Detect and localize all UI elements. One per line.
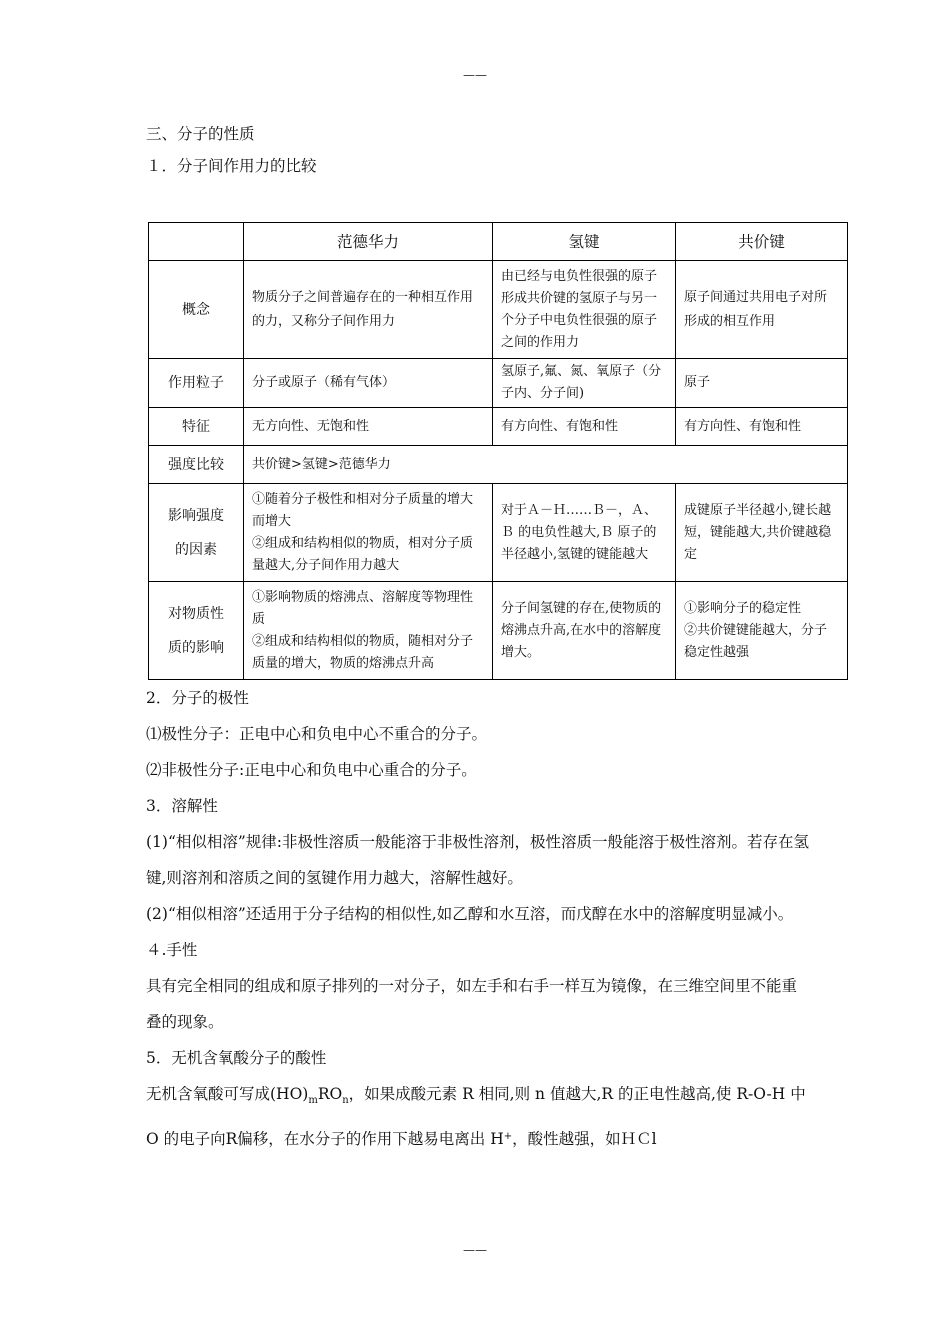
row-label bbox=[149, 582, 244, 680]
acidity-text: ，如果成酸元素 R 相同,则 n 值越大,R 的正电性越高,使 R-O-H 中 O 的电子向R偏移，在水分子的作用下越易电离出 H bbox=[146, 1085, 806, 1148]
subscript-m: m bbox=[308, 1095, 318, 1106]
page-mark-bottom: —— bbox=[463, 1243, 487, 1257]
page-mark-top: —— bbox=[463, 68, 487, 82]
table-cell: 原子 bbox=[676, 359, 848, 408]
row-label-line: 质的影响 bbox=[168, 639, 224, 656]
row-label: 概念 bbox=[149, 261, 244, 359]
table-cell: 分子或原子（稀有气体） bbox=[244, 359, 493, 408]
table-header-cell: 共价键 bbox=[676, 223, 848, 261]
subscript-n: n bbox=[342, 1095, 349, 1106]
table-row bbox=[149, 582, 848, 680]
polarity-item: ⑵非极性分子:正电中心和负电中心重合的分子。 bbox=[146, 761, 477, 779]
table-cell: ①影响物质的熔沸点、溶解度等物理性质 ②组成和结构相似的物质，随相对分子质量的增大，物质的熔沸点升高 bbox=[244, 582, 493, 680]
table-row bbox=[149, 261, 848, 359]
polarity-title: 2．分子的极性 bbox=[146, 689, 249, 707]
document-body bbox=[146, 118, 832, 1157]
solubility-title: 3．溶解性 bbox=[146, 797, 218, 815]
superscript-plus: + bbox=[503, 1131, 513, 1142]
table-cell: 物质分子之间普遍存在的一种相互作用的力，又称分子间作用力 bbox=[244, 261, 493, 359]
table-row bbox=[149, 446, 848, 484]
table-cell: 原子间通过共用电子对所形成的相互作用 bbox=[676, 261, 848, 359]
table-cell: 有方向性、有饱和性 bbox=[493, 408, 676, 446]
row-label-line: 对物质性 bbox=[168, 605, 224, 622]
table-row bbox=[149, 408, 848, 446]
table-cell: ①影响分子的稳定性 ②共价键键能越大，分子稳定性越强 bbox=[676, 582, 848, 680]
table-cell: 成键原子半径越小,键长越短，键能越大,共价键越稳定 bbox=[676, 484, 848, 582]
table-row bbox=[149, 359, 848, 408]
acidity-title: 5．无机含氧酸分子的酸性 bbox=[146, 1049, 327, 1067]
acidity-text: 无机含氧酸可写成(HO) bbox=[146, 1085, 309, 1103]
row-label: 强度比较 bbox=[149, 446, 244, 484]
solubility-paragraph: (2)“相似相溶”还适用于分子结构的相似性,如乙醇和水互溶，而戊醇在水中的溶解度明显减小。 bbox=[146, 905, 794, 923]
table-row bbox=[149, 484, 848, 582]
table-cell: 由已经与电负性很强的原子形成共价键的氢原子与另一个分子中电负性很强的原子之间的作用力 bbox=[493, 261, 676, 359]
acidity-text: ，酸性越强，如ＨＣl bbox=[512, 1130, 657, 1148]
row-label-line: 的因素 bbox=[175, 541, 217, 558]
solubility-paragraph: (1)“相似相溶”规律:非极性溶质一般能溶于非极性溶剂，极性溶质一般能溶于极性溶剂。若存在氢键,则溶剂和溶质之间的氢键作用力越大，溶解性越好。 bbox=[146, 833, 810, 887]
table-cell-merged: 共价键>氢键>范德华力 bbox=[244, 446, 848, 484]
acidity-text: RO bbox=[317, 1085, 343, 1103]
table-header-cell bbox=[149, 223, 244, 261]
table-header-cell: 氢键 bbox=[493, 223, 676, 261]
comparison-table bbox=[148, 222, 848, 680]
table-cell: 无方向性、无饱和性 bbox=[244, 408, 493, 446]
subsection-title-1: １．分子间作用力的比较 bbox=[146, 157, 317, 175]
table-cell: ①随着分子极性和相对分子质量的增大而增大 ②组成和结构相似的物质，相对分子质量越大,分子间作用力越大 bbox=[244, 484, 493, 582]
acidity-paragraph bbox=[146, 1076, 811, 1157]
polarity-item: ⑴极性分子：正电中心和负电中心不重合的分子。 bbox=[146, 725, 488, 743]
table-header-cell: 范德华力 bbox=[244, 223, 493, 261]
table-cell: 有方向性、有饱和性 bbox=[676, 408, 848, 446]
section-title: 三、分子的性质 bbox=[146, 125, 255, 143]
table-header-row bbox=[149, 223, 848, 261]
table-cell: 对于Ａ－Ｈ……Ｂ－，Ａ、Ｂ 的电负性越大,Ｂ 原子的半径越小,氢键的键能越大 bbox=[493, 484, 676, 582]
row-label: 作用粒子 bbox=[149, 359, 244, 408]
table-cell: 氢原子,氟、氮、氧原子（分子内、分子间) bbox=[493, 359, 676, 408]
row-label-line: 影响强度 bbox=[168, 507, 224, 524]
row-label: 特征 bbox=[149, 408, 244, 446]
chirality-paragraph: 具有完全相同的组成和原子排列的一对分子，如左手和右手一样互为镜像，在三维空间里不能重叠的现象。 bbox=[146, 977, 798, 1031]
chirality-title: ４.手性 bbox=[146, 941, 198, 959]
row-label bbox=[149, 484, 244, 582]
table-cell: 分子间氢键的存在,使物质的熔沸点升高,在水中的溶解度增大。 bbox=[493, 582, 676, 680]
